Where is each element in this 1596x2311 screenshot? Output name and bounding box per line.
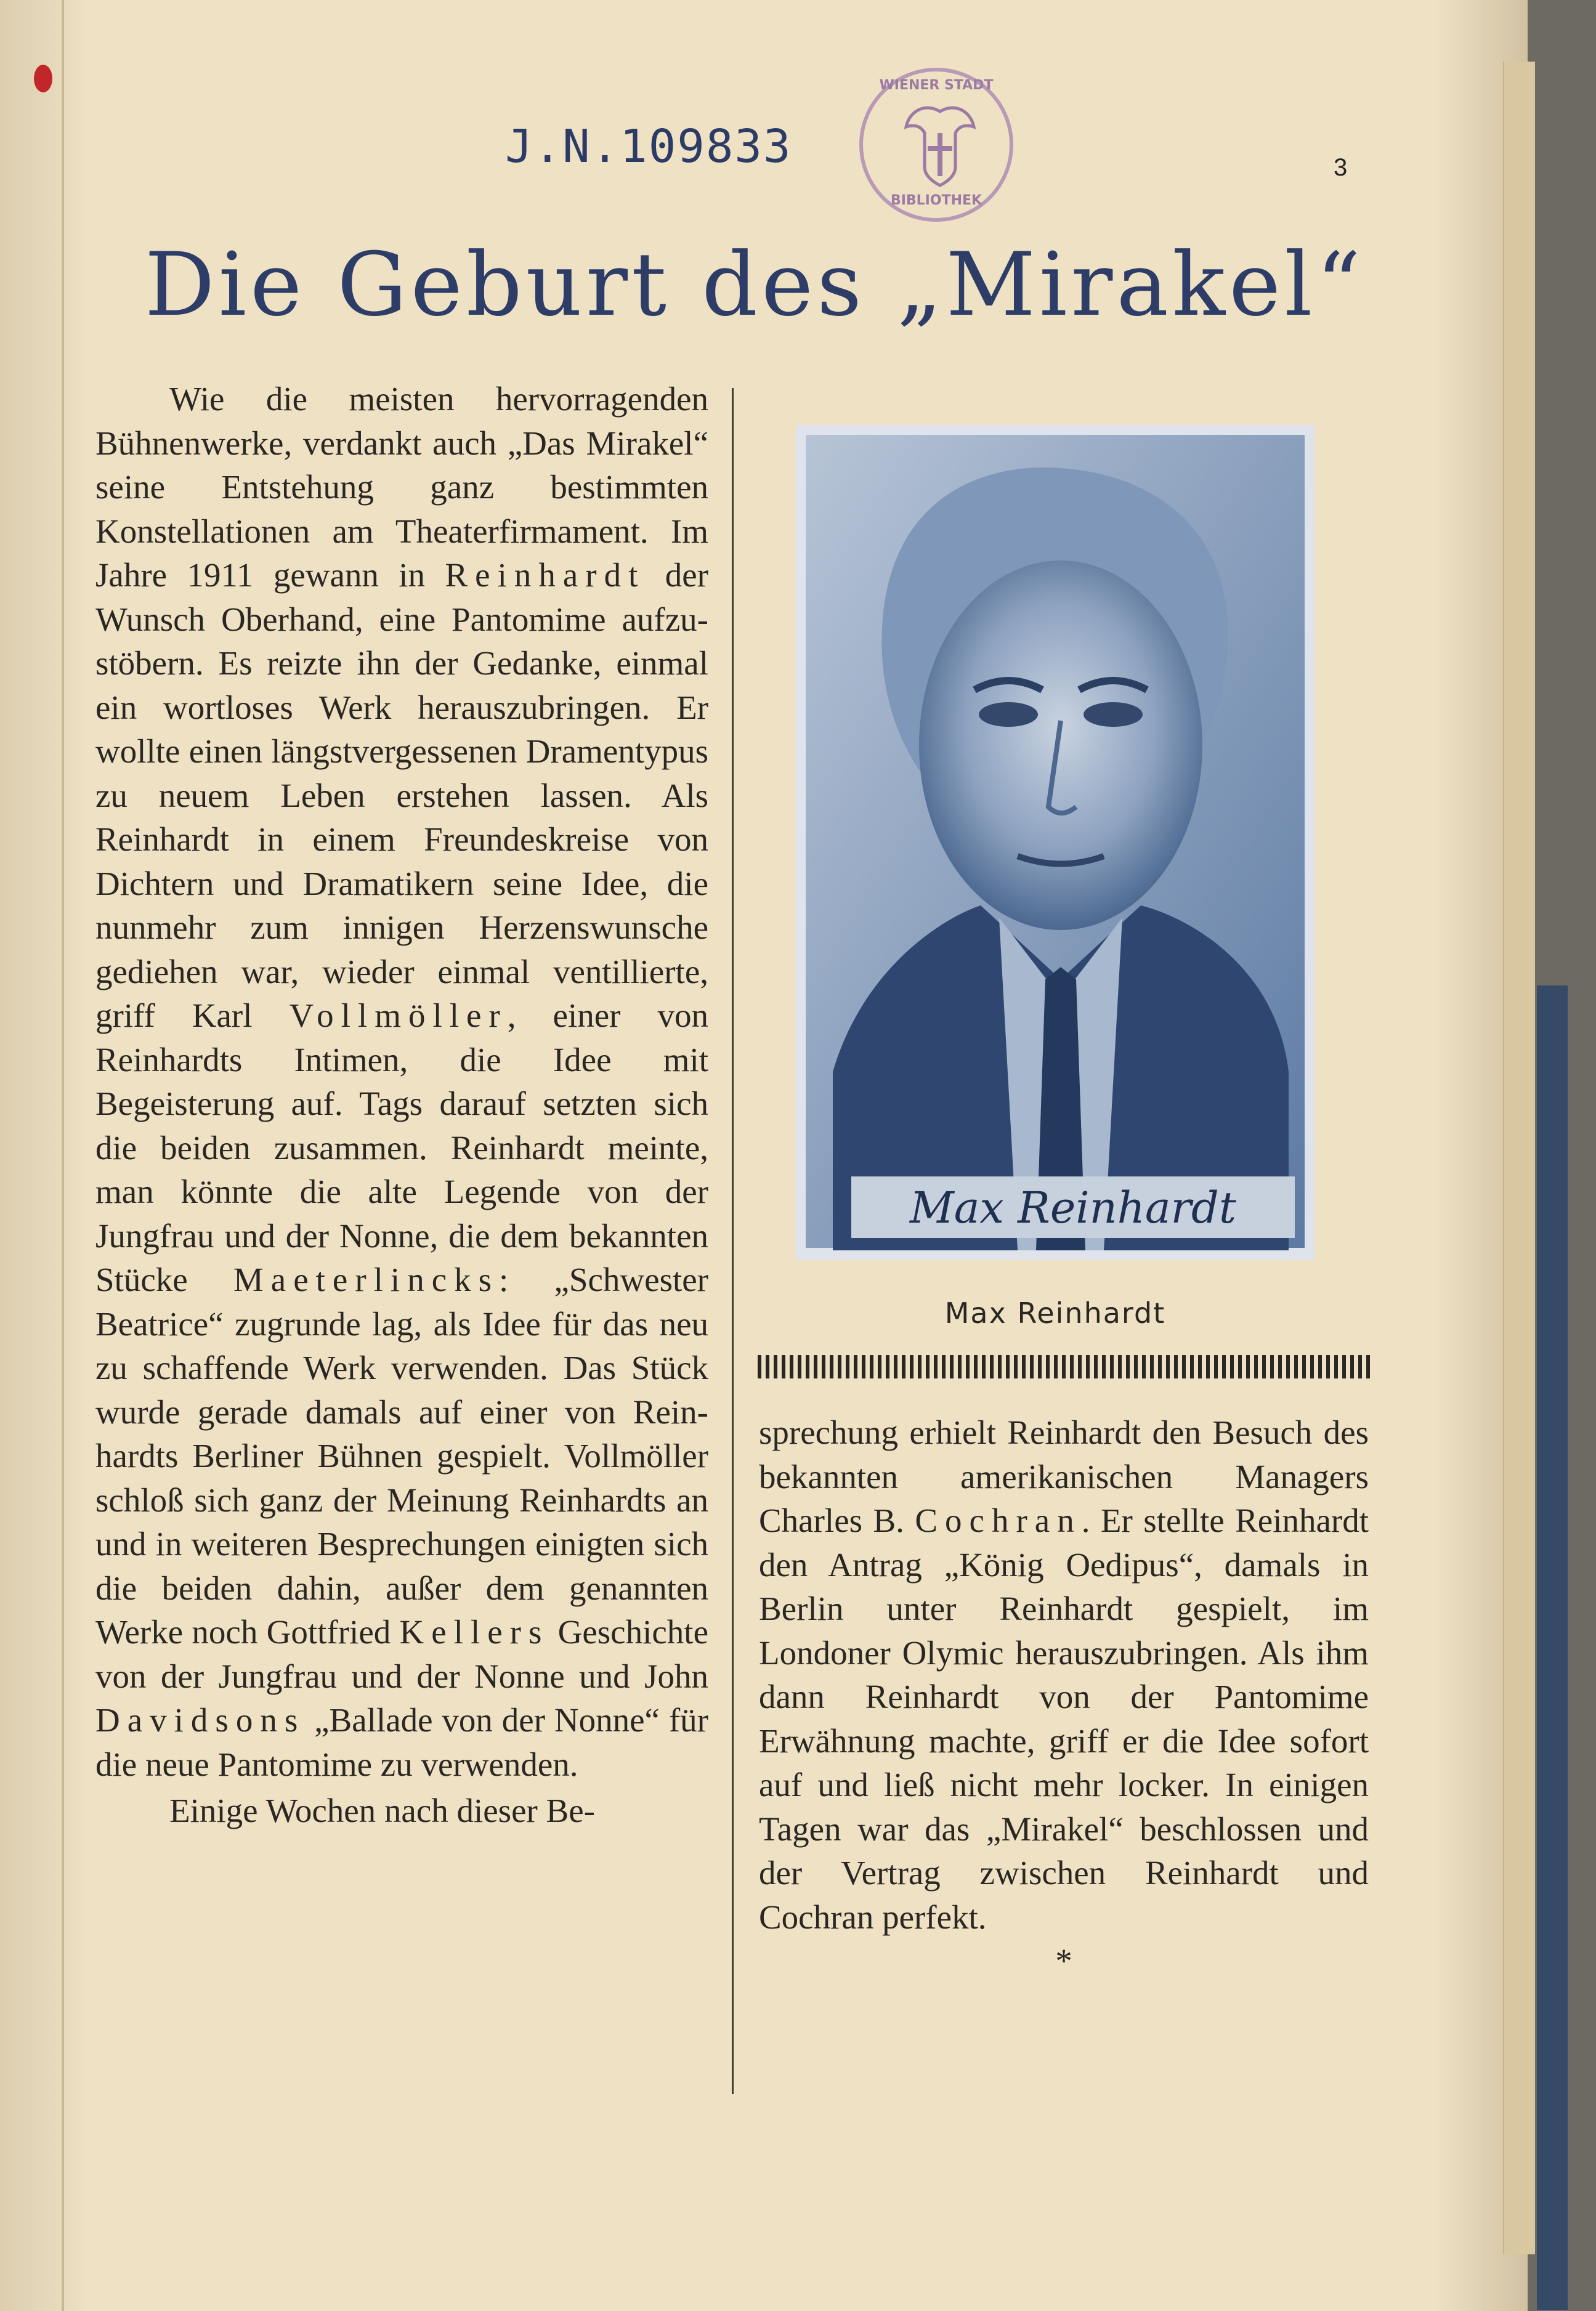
column-divider: [732, 388, 734, 2094]
text-run: der Wunsch Oberhand, eine Pantomime aufzustöbern. Es reizte ihn der Gedanke, einmal ein wortloses Werk herauszubringen. Er wollte einen längstvergessenen Dramentypus zu neuem Leben erstehen lassen. Als Reinhardt in einem Freundeskreise von Dichtern und Dramatikern seine Idee, die nunmehr zum innigen Herzenswunsche gediehen war, wieder einmal ventillierte, griff Karl: [95, 556, 708, 1034]
portrait-photo: [796, 425, 1314, 1260]
text-run: „Ballade von der Nonne“ für die neue Pantomime zu verwenden.: [95, 1701, 708, 1783]
stamp-bottom-text: BIBLIOTHEK: [890, 193, 982, 208]
spaced-name: Kellers: [399, 1613, 549, 1651]
blue-cover-edge: [1537, 986, 1568, 2310]
page-edge: [1503, 62, 1535, 2254]
text-run: Geschichte von der Jungfrau und der Nonne und John: [95, 1613, 708, 1695]
signature: Max Reinhardt: [910, 1183, 1236, 1233]
article-paragraph-right: [759, 1410, 1369, 1939]
article-paragraph: [95, 377, 708, 1786]
spaced-name: Davidsons: [95, 1701, 306, 1739]
text-run: , einer von Reinhardts Intimen, die Idee mit Begeisterung auf. Tags darauf setzten sich die beiden zusammen. Reinhardt meinte, man könnte die alte Legende von der Jungfrau und der Nonne, die dem bekannten Stücke: [95, 997, 708, 1298]
article-paragraph-continued: Einige Wochen nach dieser Be-: [169, 1792, 595, 1829]
spaced-name: Cochran: [915, 1502, 1082, 1539]
text-run: : „Schwester Beatrice“ zugrunde lag, als Idee für das neu zu schaffende Werk verwenden. Das Stück wurde gerade damals auf einer von Reinhardts Berliner Bühnen gespielt. Vollmöller schloß sich ganz der Meinung Reinhardts an und in weiteren Besprechungen einigten sich die beiden dahin, außer dem genannten Werke noch Gottfried: [95, 1261, 708, 1651]
library-stamp: [859, 68, 1013, 222]
eagle-crest-icon: [900, 99, 980, 192]
catalog-number: J.N.109833: [505, 120, 792, 173]
stamp-top-text: WIENER STADT: [879, 78, 994, 93]
right-column: [759, 1410, 1369, 1983]
decorative-rule: [758, 1355, 1374, 1378]
page-number: 3: [1334, 154, 1348, 181]
text-run: . Er stellte Reinhardt den Antrag „König Oedipus“, damals in Berlin unter Reinhardt gespielt, im Londoner Olymic herauszubringen. Als ihm dann Reinhardt von der Pantomime Erwähnung machte, griff er die Idee sofort auf und ließ nicht mehr locker. In einigen Tagen war das „Mirakel“ beschlossen und der Vertrag zwischen Reinhardt und Cochran perfekt.: [759, 1502, 1369, 1936]
text-run: sprechung erhielt Reinhardt den Besuch des bekannten amerikanischen Managers Charles B.: [759, 1414, 1369, 1539]
spaced-name: Vollmöller: [289, 997, 508, 1034]
text-run: Wie die meisten hervorragenden Bühnenwerke, verdankt auch „Das Mirakel“ seine Entstehung ganz bestimmten Konstellationen am Theaterfirmament. Im Jahre 1911 gewann in: [95, 380, 708, 594]
red-ink-spot: [34, 65, 52, 92]
article-title: Die Geburt des „Mirakel“: [144, 234, 1365, 336]
portrait-image: [796, 425, 1314, 1260]
binding-edge: [62, 0, 64, 2311]
section-asterisk: *: [1055, 1942, 1072, 1980]
spaced-name: Maeterlincks: [233, 1261, 500, 1298]
photo-caption: Max Reinhardt: [944, 1297, 1166, 1330]
spaced-name: Reinhardt: [445, 556, 646, 594]
left-column: [95, 377, 708, 1833]
